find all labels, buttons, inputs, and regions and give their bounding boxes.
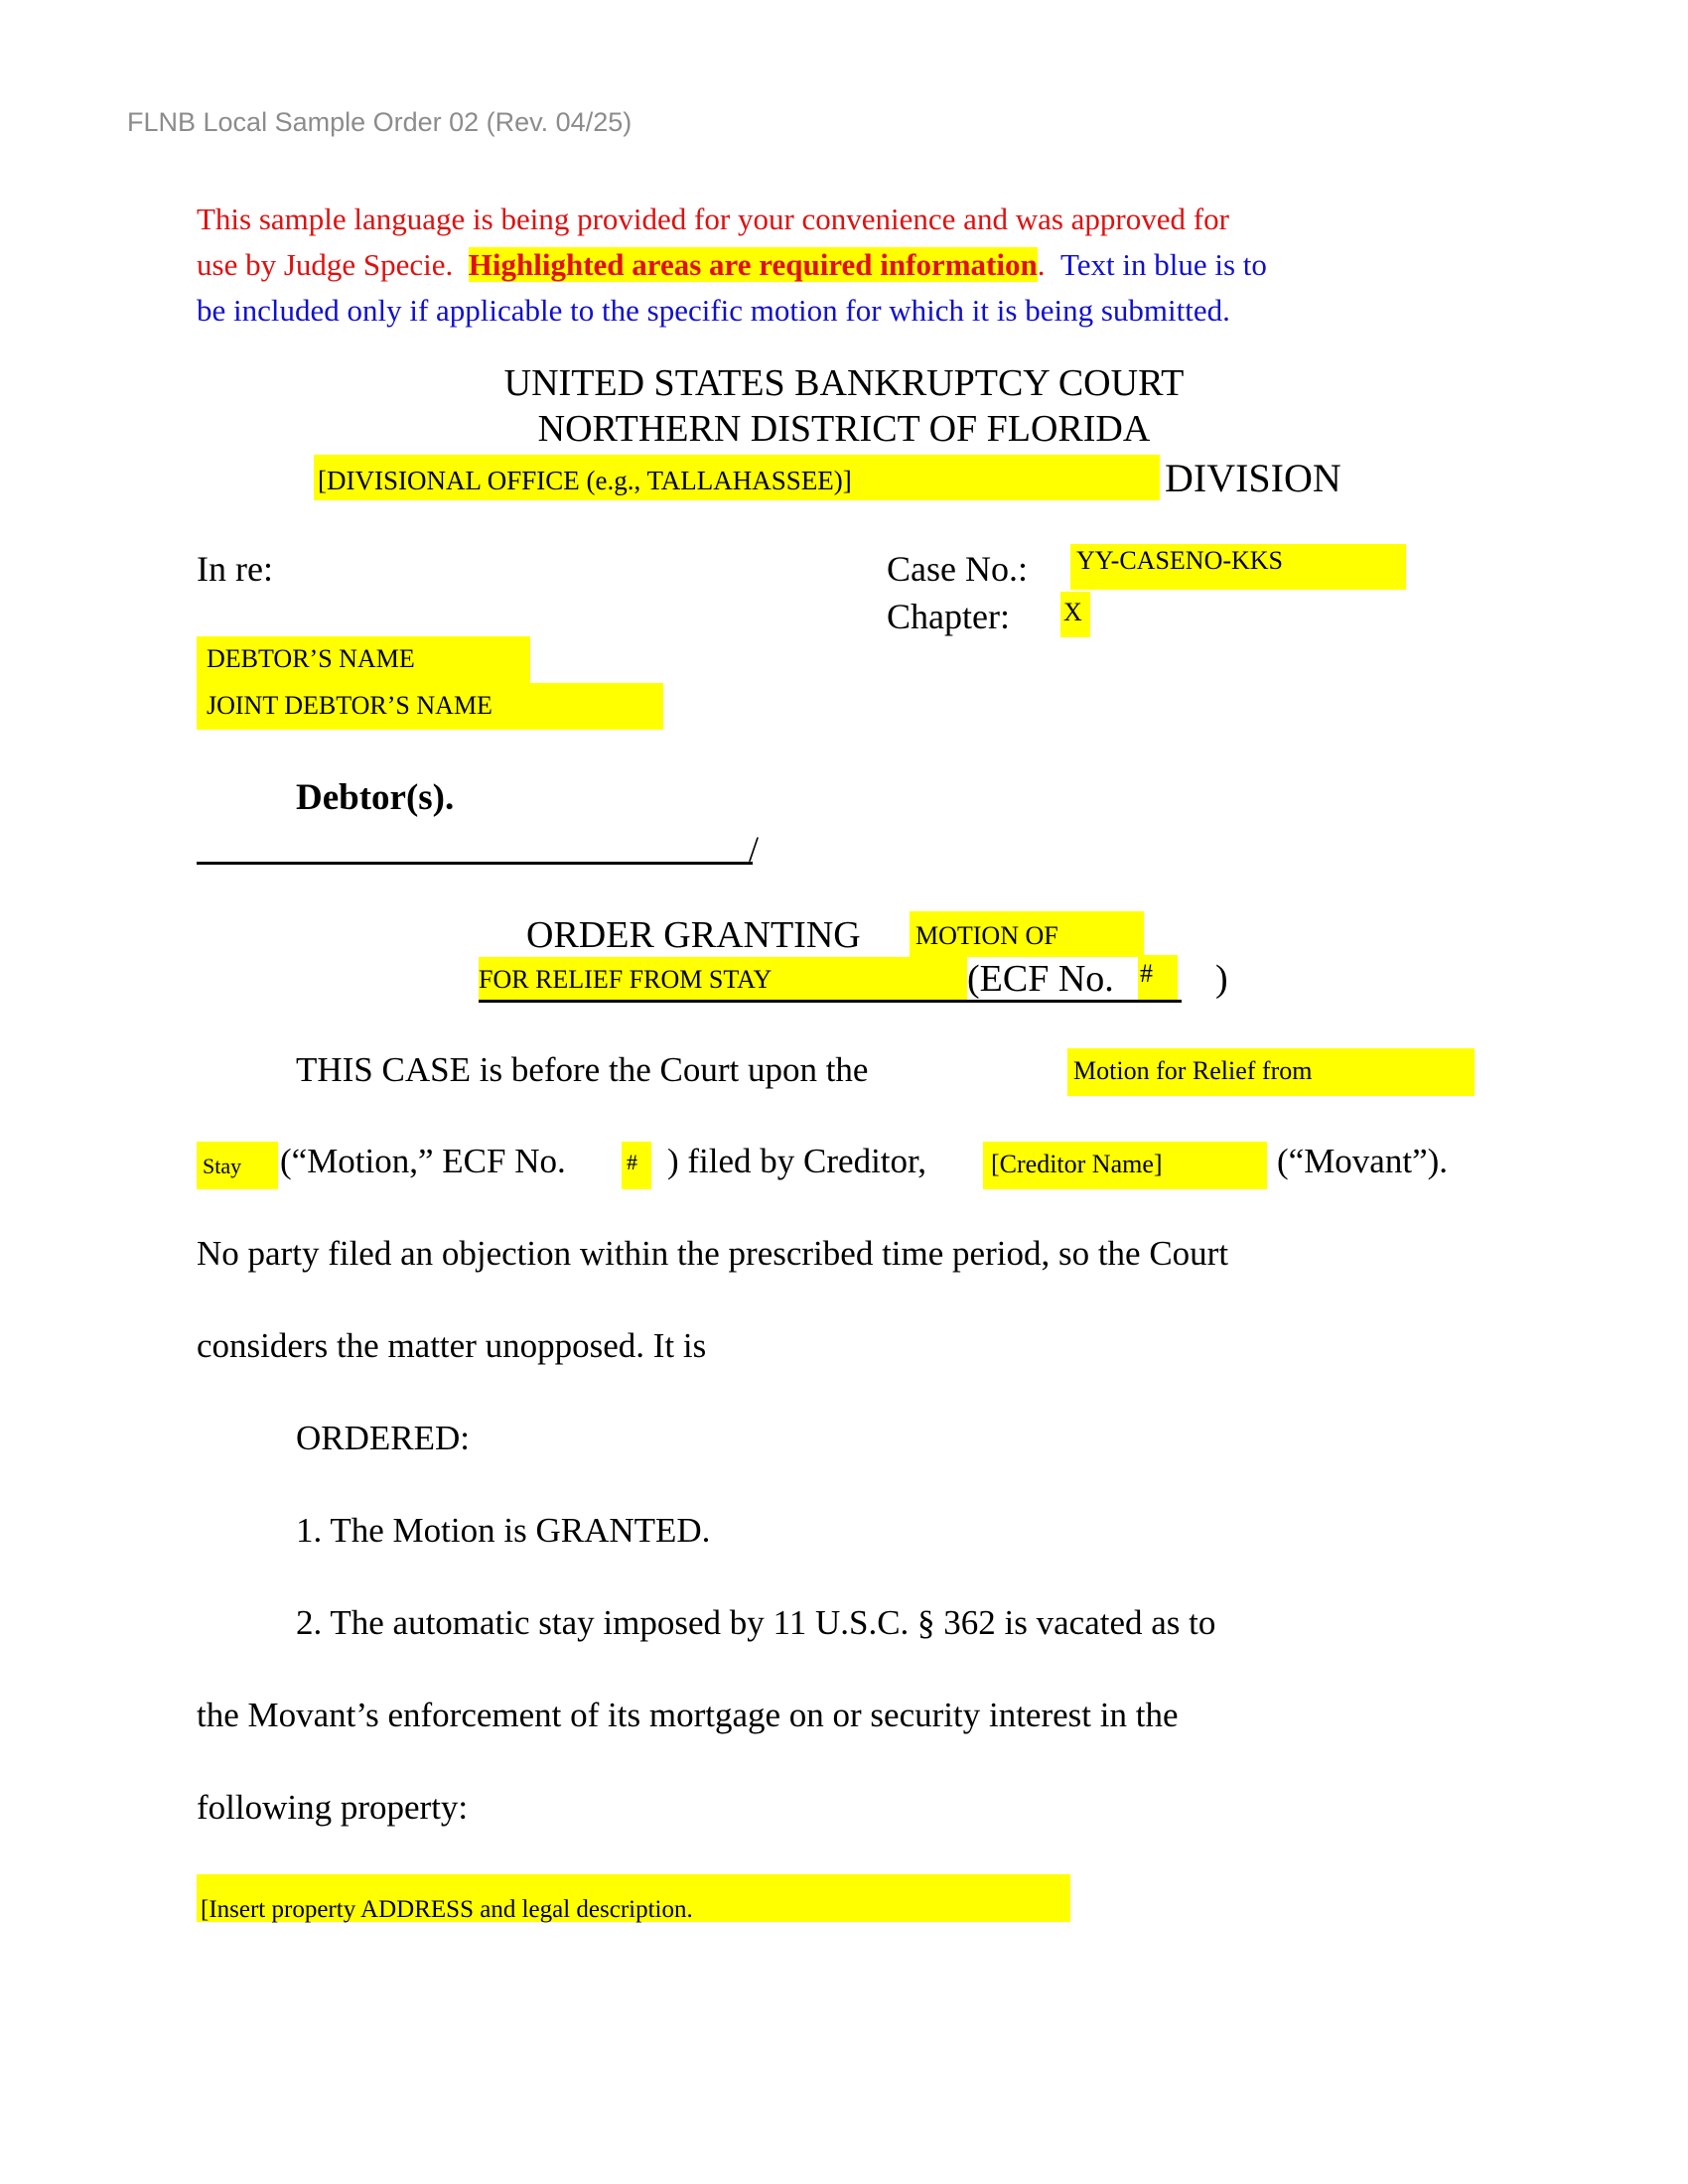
body-para1-line3: No party filed an objection within the prescribed time period, so the Court: [197, 1234, 1229, 1273]
order-item-2-line1: 2. The automatic stay imposed by 11 U.S.C. § 362 is vacated as to: [296, 1603, 1216, 1642]
notice-judge-text: use by Judge Specie.: [197, 247, 454, 282]
order-granting-title: ORDER GRANTING: [526, 914, 861, 956]
court-name: UNITED STATES BANKRUPTCY COURT: [503, 362, 1185, 404]
motion-title-field-a[interactable]: Motion for Relief from: [1067, 1048, 1475, 1096]
notice-line-3: be included only if applicable to the specific motion for which it is being submitted.: [197, 293, 1230, 328]
notice-line-2: [197, 242, 1267, 288]
debtors-label: Debtor(s).: [296, 777, 455, 818]
order-item-2-line3: following property:: [197, 1788, 469, 1827]
ordered-label: ORDERED:: [296, 1419, 470, 1457]
chapter-field[interactable]: X: [1060, 592, 1090, 637]
title-underline: [479, 1000, 1182, 1003]
body-motion-ecf-text: (“Motion,” ECF No.: [280, 1142, 566, 1180]
notice-line-1: This sample language is being provided for your convenience and was approved for: [197, 202, 1229, 236]
division-placeholder-field[interactable]: [DIVISIONAL OFFICE (e.g., TALLAHASSEE)]: [314, 455, 1160, 500]
relief-from-stay-field[interactable]: FOR RELIEF FROM STAY: [479, 957, 967, 1001]
notice-period: .: [1037, 247, 1046, 282]
ecf-close-paren: ): [1215, 958, 1228, 1000]
body-movant-text: (“Movant”).: [1277, 1142, 1449, 1180]
caption-divider-line: [197, 862, 753, 865]
motion-of-field[interactable]: MOTION OF: [910, 911, 1144, 957]
chapter-label: Chapter:: [887, 597, 1010, 636]
property-description-field[interactable]: [Insert property ADDRESS and legal description.: [197, 1874, 1070, 1922]
order-item-1: 1. The Motion is GRANTED.: [296, 1511, 711, 1550]
case-no-label: Case No.:: [887, 549, 1028, 589]
ecf-label: (ECF No.: [967, 958, 1114, 1000]
division-label: DIVISION: [1165, 456, 1341, 500]
notice-blue-text: Text in blue is to: [1059, 247, 1267, 282]
order-item-2-line2: the Movant’s enforcement of its mortgage on or security interest in the: [197, 1696, 1179, 1734]
debtor-name-field[interactable]: DEBTOR’S NAME: [197, 636, 530, 683]
body-filed-by-text: ) filed by Creditor,: [667, 1142, 927, 1180]
case-no-field[interactable]: YY-CASENO-KKS: [1070, 544, 1406, 590]
motion-title-field-b[interactable]: Stay: [197, 1142, 278, 1189]
form-reference: FLNB Local Sample Order 02 (Rev. 04/25): [127, 107, 633, 137]
notice-required-info: Highlighted areas are required information: [468, 247, 1038, 282]
ecf-number-field[interactable]: #: [1138, 955, 1178, 1001]
body-para1-line4: considers the matter unopposed. It is: [197, 1326, 707, 1365]
court-district: NORTHERN DISTRICT OF FLORIDA: [537, 408, 1151, 450]
motion-ecf-number-field[interactable]: #: [622, 1142, 651, 1189]
creditor-name-field[interactable]: [Creditor Name]: [983, 1142, 1267, 1189]
caption-slash: /: [749, 829, 760, 869]
body-para1-line1: THIS CASE is before the Court upon the: [296, 1050, 869, 1089]
joint-debtor-name-field[interactable]: JOINT DEBTOR’S NAME: [197, 683, 663, 730]
in-re-label: In re:: [197, 549, 273, 589]
